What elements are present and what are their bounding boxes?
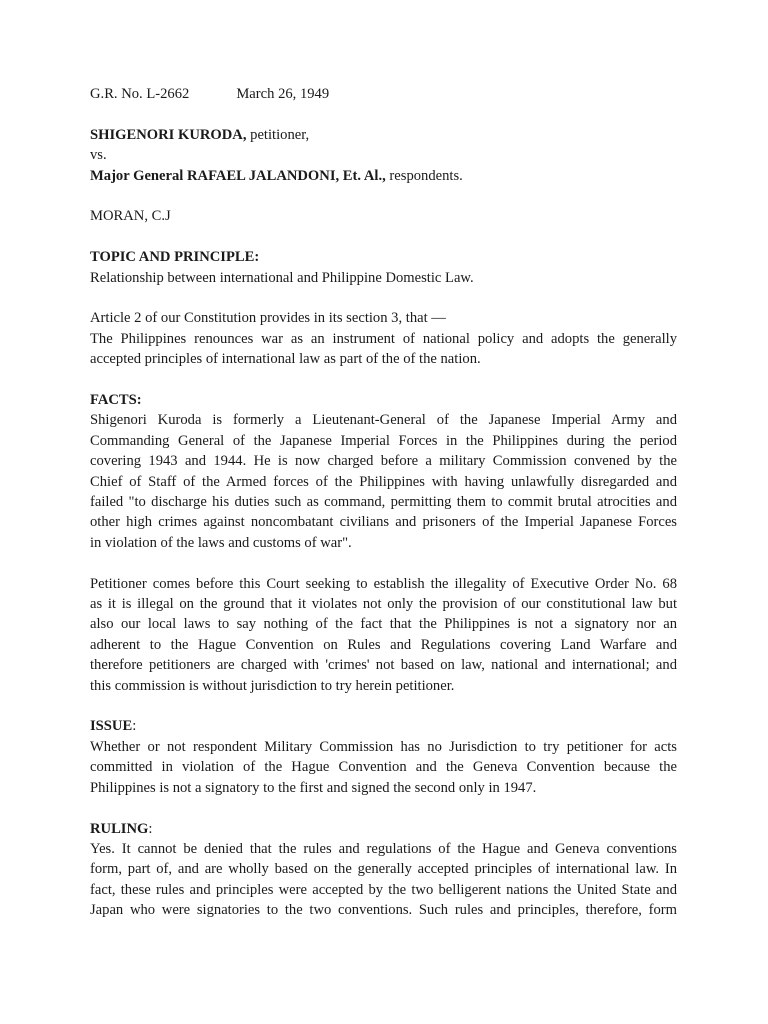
facts-heading: FACTS: <box>90 392 142 409</box>
facts-line: Petitioner comes before this Court seeking to establish the illegality of Executive Order No. 68 <box>90 575 677 592</box>
petitioner-line <box>90 125 677 145</box>
facts-line: Commanding General of the Japanese Imperial Forces in the Philippines during the period <box>90 432 677 449</box>
versus-line: vs. <box>90 147 107 164</box>
issue-paragraph <box>90 737 677 798</box>
facts-line: covering 1943 and 1944. He is now charged before a military Commission convened by the <box>90 453 677 470</box>
ruling-heading: RULING <box>90 820 149 837</box>
ruling-colon: : <box>148 820 153 837</box>
issue-line: Philippines is not a signatory to the first and signed the second only in 1947. <box>90 779 537 796</box>
facts-line: this commission is without jurisdiction to try herein petitioner. <box>90 677 455 694</box>
facts-line: in violation of the laws and customs of war". <box>90 534 352 551</box>
ruling-line: Yes. It cannot be denied that the rules and regulations of the Hague and Geneva conventions <box>90 840 677 857</box>
article-intro: Article 2 of our Constitution provides in its section 3, that — <box>90 310 446 327</box>
petitioner-role: petitioner, <box>246 126 310 143</box>
article-line: The Philippines renounces war as an instrument of national policy and adopts the generally <box>90 330 677 347</box>
topic-heading: TOPIC AND PRINCIPLE: <box>90 249 260 266</box>
article-line: accepted principles of international law as part of the of the nation. <box>90 351 481 368</box>
facts-line: Shigenori Kuroda is formerly a Lieutenant-General of the Japanese Imperial Army and <box>90 412 677 429</box>
facts-paragraph-2 <box>90 574 677 696</box>
facts-line: therefore petitioners are charged with 'crimes' not based on law, national and international; and <box>90 657 677 674</box>
ruling-line: Japan who were signatories to the two conventions. Such rules and principles, therefore, form <box>90 902 677 919</box>
ruling-line: form, part of, and are wholly based on the generally accepted principles of international law. In <box>90 861 677 878</box>
facts-line: adherent to the Hague Convention on Rules and Regulations covering Land Warfare and <box>90 636 677 653</box>
facts-line: also our local laws to say nothing of the fact that the Philippines is not a signatory nor an <box>90 616 677 633</box>
petitioner-name: SHIGENORI KURODA, <box>90 126 247 143</box>
ruling-paragraph <box>90 839 677 921</box>
case-number: G.R. No. L-2662 <box>90 86 190 102</box>
issue-heading: ISSUE <box>90 718 133 735</box>
facts-paragraph-1 <box>90 410 677 553</box>
issue-colon: : <box>132 718 137 735</box>
ponente: MORAN, C.J <box>90 208 171 225</box>
facts-line: failed "to discharge his duties such as command, permitting them to commit brutal atrocities and <box>90 494 677 511</box>
case-date: March 26, 1949 <box>236 86 330 102</box>
respondent-line <box>90 166 677 186</box>
article-paragraph <box>90 329 677 370</box>
topic-text: Relationship between international and Philippine Domestic Law. <box>90 269 474 286</box>
ruling-line: fact, these rules and principles were accepted by the two belligerent nations the United State and <box>90 881 677 898</box>
issue-line: committed in violation of the Hague Convention and the Geneva Convention because the <box>90 759 677 776</box>
issue-heading-line <box>90 716 677 736</box>
ruling-heading-line <box>90 819 677 839</box>
document-page <box>90 84 677 921</box>
facts-line: other high crimes against noncombatant civilians and prisoners of the Imperial Japanese Forces <box>90 514 677 531</box>
respondent-name: Major General RAFAEL JALANDONI, Et. Al., <box>90 167 386 184</box>
respondent-role: respondents. <box>385 167 463 184</box>
facts-line: Chief of Staff of the Armed forces of the Philippines with having unlawfully disregarded and <box>90 473 677 490</box>
facts-line: as it is illegal on the ground that it violates not only the provision of our constitutional law but <box>90 596 677 613</box>
issue-line: Whether or not respondent Military Commission has no Jurisdiction to try petitioner for acts <box>90 738 677 755</box>
case-header <box>90 84 677 104</box>
